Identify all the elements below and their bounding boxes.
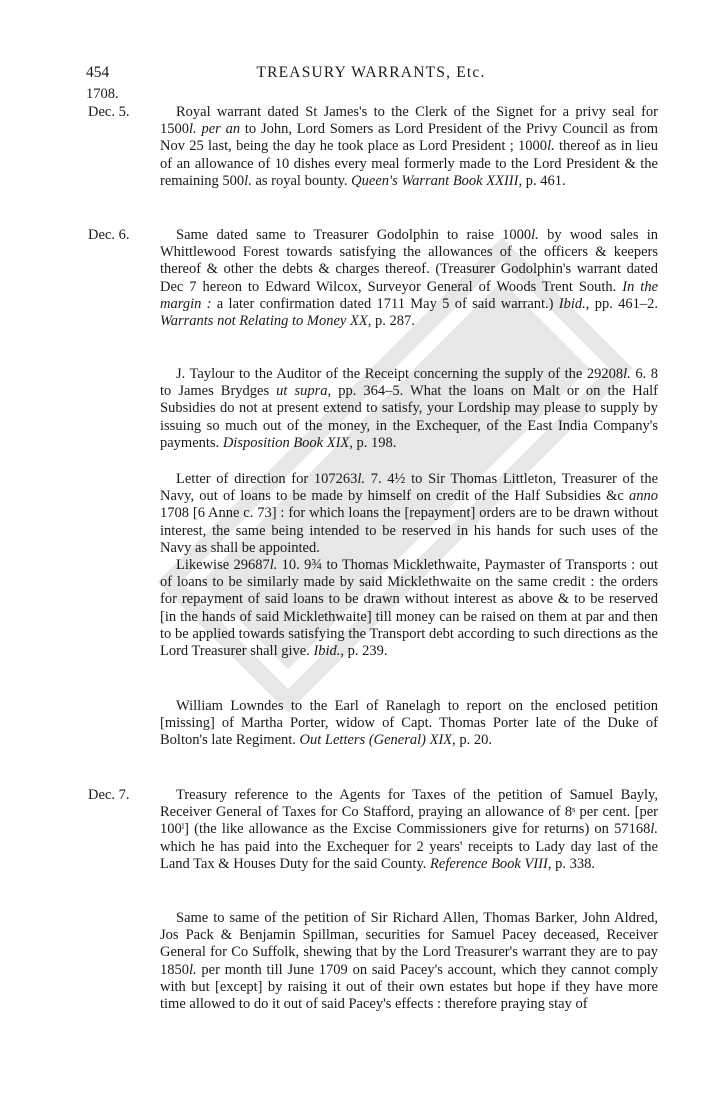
running-title: TREASURY WARRANTS, Etc. [256, 64, 486, 81]
entry-text [160, 471, 658, 557]
text-run: Same dated same to Treasurer Godolphin to raise 1000 [176, 227, 532, 243]
text-run: which he has paid into the Exchequer for 2 years' receipts to Lady day last of the Land Tax & Houses Duty for the said County. [160, 838, 658, 872]
citation-italic: l. [531, 227, 539, 243]
entry-text [160, 366, 658, 452]
entry-date: Dec. 7. [88, 787, 130, 803]
text-run: Same to same of the petition of Sir Richard Allen, Thomas Barker, John Aldred, Jos Pack & Benjamin Spillman, securities for Samuel Pacey deceased, Receiver General for Co Suffolk, shewing that by the Lord Treasurer's warrant they are to pay 1850 [160, 910, 658, 978]
entry-dec-6 [88, 227, 658, 330]
text-run: Letter of direction for 107263 [176, 471, 358, 487]
citation-italic: l. [244, 172, 252, 189]
text-run: Treasury reference to the Agents for Taxes of the petition of Samuel Bayly, Receiver General of Taxes for Co Stafford, praying an allowance of 8ˢ per cent. [per 100ˡ] (the like allowance as the Excise Commissioners give for returns) on 57168 [160, 787, 658, 838]
page-number: 454 [86, 64, 110, 81]
entry-dec-7 [88, 787, 658, 873]
entry-dec-5 [88, 104, 658, 190]
citation-italic: l. [269, 557, 278, 574]
citation-italic: l. [189, 961, 197, 978]
citation-italic: ut supra [276, 383, 328, 400]
entry-lowndes [88, 698, 658, 750]
citation-italic: Disposition Book XIX [222, 434, 350, 451]
citation-italic: Queen's Warrant Book XXIII [351, 172, 519, 189]
text-run: , p. 287. [367, 313, 415, 330]
entry-taylour [88, 366, 658, 452]
text-run: , p. 338. [547, 855, 595, 872]
citation-italic: Ibid. [558, 295, 586, 312]
text-run: 10. 9¾ to Thomas Micklethwaite, Paymaster of Transports : out of loans to be similarly made by said Micklethwaite on the same credit : the orders for repayment of said loans to be drawn without interest as above & to be reserved [in the hands of said Micklethwaite] till money can be raised on them at par and then to be applied towards satisfying the Transport debt according to such directions as the Lord Treasurer shall give. [160, 557, 658, 660]
entry-date: Dec. 5. [88, 104, 130, 120]
citation-italic: Ibid. [313, 643, 341, 660]
text-run: Royal warrant dated St James's to the Clerk of the Signet for a privy seal for 1500 [160, 104, 658, 138]
citation-italic: Reference Book VIII [430, 855, 548, 872]
text-run: , pp. 461–2. [585, 295, 659, 312]
entry-allen-petition [88, 910, 658, 1013]
entry-text [160, 787, 658, 873]
entry-letter-of-direction [88, 471, 658, 660]
text-run: , p. 198. [349, 434, 397, 451]
entry-date: Dec. 6. [88, 227, 130, 243]
citation-italic: l. [623, 366, 631, 382]
text-run: William Lowndes to the Earl of Ranelagh to report on the enclosed petition [missing] of Martha Porter, widow of Capt. Thomas Porter late of the Duke of Bolton's late Regiment. [160, 698, 658, 749]
text-run: , p. 20. [452, 732, 493, 749]
text-run: Likewise 29687 [176, 557, 270, 574]
text-run: 7. 4½ to Sir Thomas Littleton, Treasurer of the Navy, out of loans to be made by himself on credit of the Half Subsidies &c [160, 471, 659, 505]
entry-text [160, 698, 658, 750]
text-run: , p. 239. [340, 643, 388, 660]
citation-italic: Warrants not Relating to Money XX [160, 313, 368, 330]
citation-italic: l. per an [189, 121, 241, 138]
citation-italic: In the margin : [160, 278, 659, 312]
citation-italic: l. [357, 471, 366, 487]
text-run: 1708 [6 Anne c. 73] : for which loans the [repayment] orders are to be drawn without interest, the same being intended to be reserved in his hands for such uses of the Navy as shall be appointed. [160, 505, 658, 556]
text-run: 6. 8 to James Brydges [160, 366, 659, 400]
citation-italic: anno [629, 488, 658, 505]
entry-continuation [160, 557, 658, 660]
year-heading: 1708. [86, 86, 119, 102]
text-run: per month till June 1709 on said Pacey's account, which they cannot comply with but [except] by raising it out of their own estates but hope if they have more time allowed to do it out of said Pacey's effects : therefore praying stay of [160, 961, 658, 1013]
citation-italic: l. [650, 821, 658, 838]
text-run: J. Taylour to the Auditor of the Receipt concerning the supply of the 29208 [176, 366, 624, 382]
text-run: a later confirmation dated 1711 May 5 of said warrant.) [211, 295, 559, 312]
citation-italic: l. [547, 138, 555, 155]
text-run: as royal bounty. [251, 172, 352, 189]
page-header [86, 64, 656, 86]
citation-italic: Out Letters (General) XIX [299, 732, 453, 749]
text-run: , p. 461. [518, 172, 566, 189]
entry-text [160, 104, 658, 190]
text-run: by wood sales in Whittlewood Forest towards satisfying the allowances of the officers & keepers thereof & other the debts & charges thereof. (Treasurer Godolphin's warrant dated Dec 7 hereon to Edward Wilcox, Surveyor General of Woods Trent South. [160, 227, 659, 295]
entry-text [160, 910, 658, 1013]
entry-text [160, 227, 658, 330]
text-run: to John, Lord Somers as Lord President of the Privy Council as from Nov 25 last, being the day he took place as Lord President ; 1000 [160, 121, 659, 155]
text-run: , pp. 364–5. What the loans on Malt or on the Half Subsidies do not at present extend to satisfy, your Lordship may please to supply by issuing so much out of the money, in the Exchequer, of the East India Company's payments. [160, 383, 658, 451]
text-run: thereof as in lieu of an allowance of 10 dishes every meal formerly made to the Lord President & the remaining 500 [160, 138, 658, 189]
